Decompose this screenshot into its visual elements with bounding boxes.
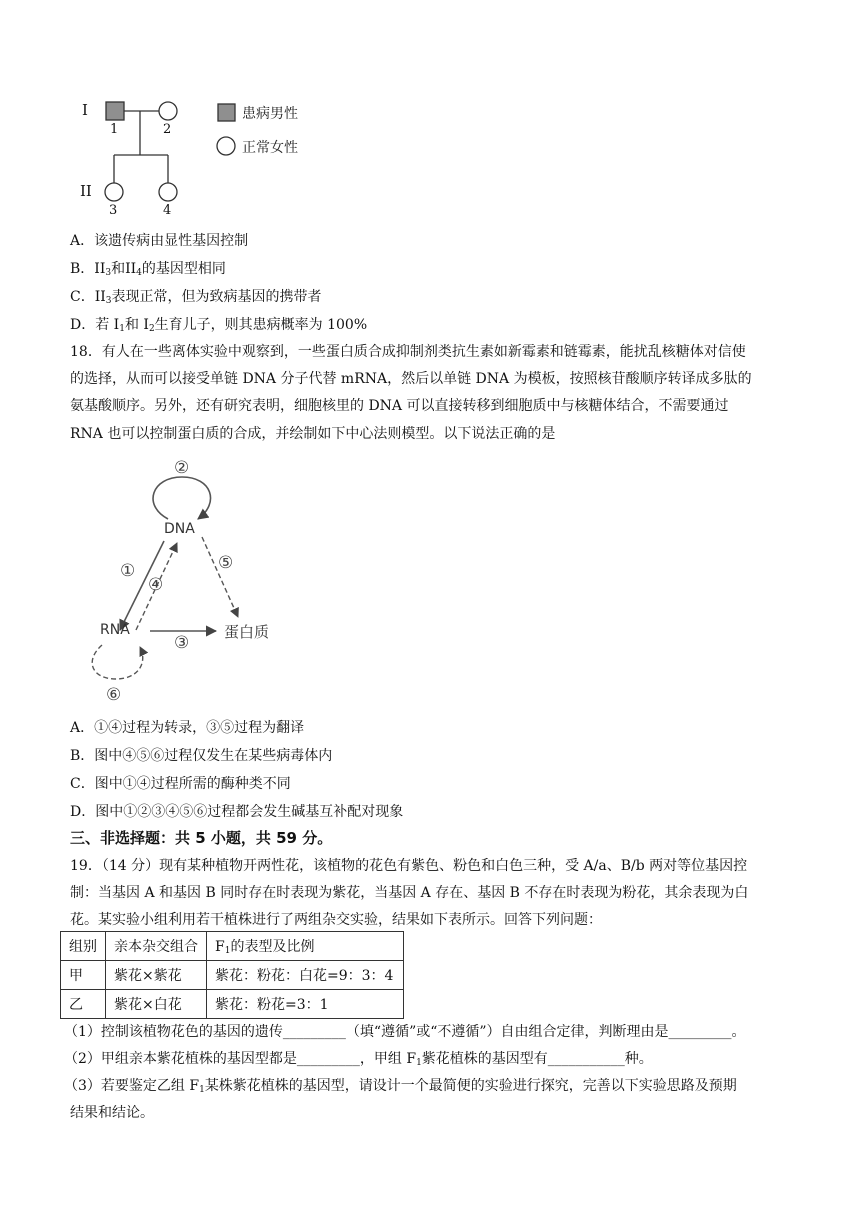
- table-row: [61, 961, 404, 990]
- table-cell: 紫花：粉花：白花=9：3：4: [207, 961, 404, 990]
- q19-subquestion-3-cont: 结果和结论。: [70, 1105, 154, 1121]
- cross-results-table: [60, 931, 404, 1019]
- process-label-5: ⑤: [218, 553, 234, 573]
- normal-female-symbol: [159, 102, 177, 120]
- q19-subquestion-1: （1）控制该植物花色的基因的遗传_________（填“遵循”或“不遵循”）自由组合定律，判断理由是_________。: [64, 1024, 746, 1040]
- replication-loop: [153, 477, 210, 519]
- q18-stem-line: 氨基酸顺序。另外，还有研究表明，细胞核里的 DNA 可以直接转移到细胞质中与核糖体结合，不需要通过: [70, 398, 729, 414]
- legend-normal-female-label: 正常女性: [242, 140, 298, 156]
- section-heading: 三、非选择题：共 5 小题，共 59 分。: [70, 829, 333, 847]
- q19-subquestion-3: （3）若要鉴定乙组 $F_1$某株紫花植株的基因型，请设计一个最简便的实验进行探究，完善以下实验思路及预期: [64, 1078, 737, 1095]
- table-cell: 紫花×紫花: [106, 961, 207, 990]
- table-cell: 乙: [61, 990, 106, 1019]
- legend-normal-female-icon: [217, 137, 235, 155]
- affected-male-symbol: [106, 102, 124, 120]
- individual-number: 3: [109, 203, 118, 218]
- process-label-2: ②: [174, 458, 190, 478]
- q17-option-d: D．若 $I_1$和 $I_2$生育儿子，则其患病概率为 100%: [70, 317, 368, 334]
- q17-option-b: B．$II_3$和$II_4$的基因型相同: [70, 261, 226, 278]
- q18-stem-line: 18．有人在一些离体实验中观察到，一些蛋白质合成抑制剂类抗生素如新霉素和链霉素，能扰乱核糖体对信使: [70, 344, 746, 360]
- q19-stem-line: 花。某实验小组利用若干植株进行了两组杂交实验，结果如下表所示。回答下列问题：: [70, 912, 602, 928]
- q18-option-a: A．①④过程为转录，③⑤过程为翻译: [70, 720, 305, 736]
- process-label-1: ①: [120, 561, 136, 581]
- table-cell: 甲: [61, 961, 106, 990]
- q18-option-d: D．图中①②③④⑤⑥过程都会发生碱基互补配对现象: [70, 804, 404, 820]
- q17-option-c: C．$II_3$表现正常，但为致病基因的携带者: [70, 289, 322, 306]
- protein-label: 蛋白质: [224, 623, 270, 641]
- rna-label: RNA: [100, 622, 130, 638]
- normal-female-symbol: [105, 183, 123, 201]
- process-label-3: ③: [174, 633, 190, 653]
- q19-stem-line: 19．（14 分）现有某种植物开两性花，该植物的花色有紫色、粉色和白色三种，受 A/a、B/b 两对等位基因控: [70, 858, 748, 874]
- legend-affected-male-label: 患病男性: [242, 106, 298, 122]
- individual-number: 2: [163, 122, 172, 137]
- table-cell: 紫花：粉花=3：1: [207, 990, 404, 1019]
- table-header-cell: 组别: [61, 932, 106, 961]
- q19-stem-line: 制：当基因 A 和基因 B 同时存在时表现为紫花，当基因 A 存在、基因 B 不存在时表现为粉花，其余表现为白: [70, 885, 749, 901]
- table-header-cell: 亲本杂交组合: [106, 932, 207, 961]
- q17-option-a: A．该遗传病由显性基因控制: [70, 233, 249, 249]
- generation-I-label: I: [82, 101, 88, 119]
- rna-replication-loop: [92, 645, 143, 679]
- table-cell: 紫花×白花: [106, 990, 207, 1019]
- table-header-cell: $F_1$的表型及比例: [207, 932, 404, 961]
- table-header-row: [61, 932, 404, 961]
- central-dogma-diagram: [80, 455, 300, 710]
- pedigree-figure: [70, 90, 330, 225]
- q18-option-c: C．图中①④过程所需的酶种类不同: [70, 776, 291, 792]
- q18-option-b: B．图中④⑤⑥过程仅发生在某些病毒体内: [70, 748, 333, 764]
- q18-stem-line: 的选择，从而可以接受单链 DNA 分子代替 mRNA，然后以单链 DNA 为模板，按照核苷酸顺序转译成多肽的: [70, 371, 752, 387]
- process-label-4: ④: [148, 575, 164, 595]
- q18-stem-line: RNA 也可以控制蛋白质的合成，并绘制如下中心法则模型。以下说法正确的是: [70, 426, 556, 442]
- individual-number: 1: [110, 122, 119, 137]
- normal-female-symbol: [159, 183, 177, 201]
- q19-subquestion-2: （2）甲组亲本紫花植株的基因型都是_________，甲组 $F_1$紫花植株的基因型有___________种。: [64, 1051, 653, 1068]
- table-row: [61, 990, 404, 1019]
- individual-number: 4: [163, 203, 172, 218]
- process-label-6: ⑥: [106, 685, 122, 705]
- central-dogma-figure: [80, 455, 300, 710]
- dna-to-protein-arrow: [202, 537, 238, 617]
- generation-II-label: II: [80, 182, 92, 200]
- dna-label: DNA: [164, 521, 195, 537]
- legend-affected-male-icon: [218, 104, 235, 121]
